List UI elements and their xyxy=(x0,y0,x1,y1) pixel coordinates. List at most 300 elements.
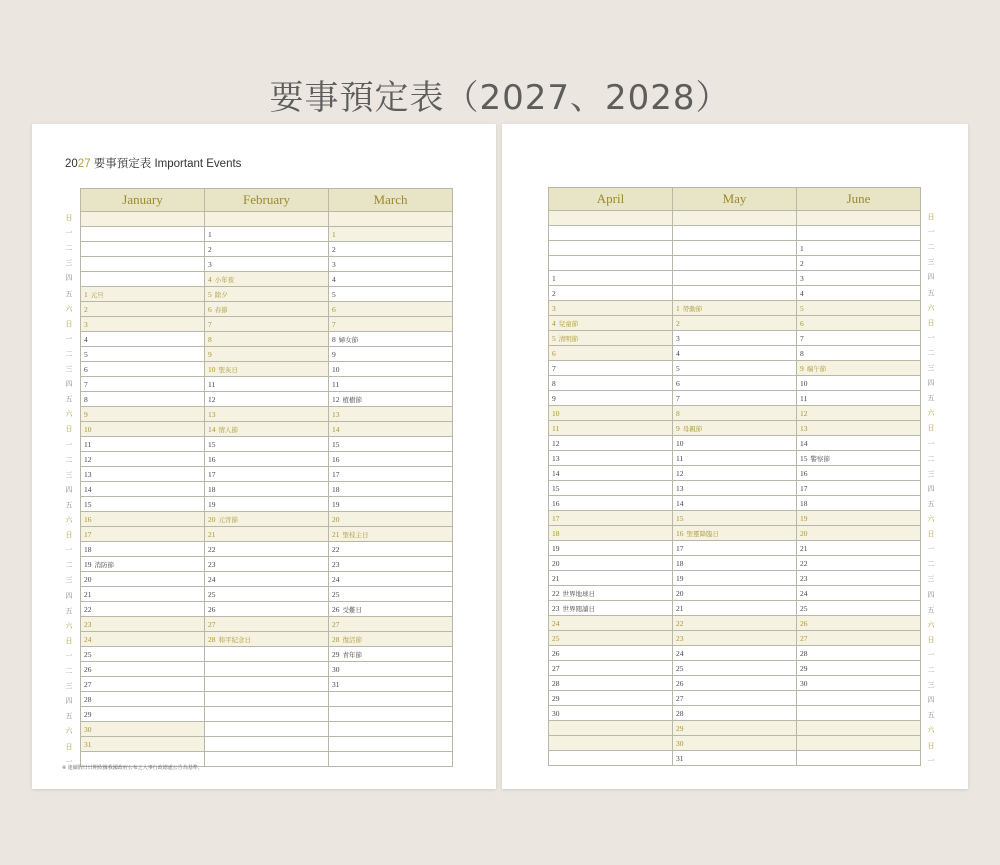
day-cell[interactable] xyxy=(205,587,329,602)
day-cell[interactable] xyxy=(549,676,673,691)
weekday-label: 日 xyxy=(65,636,73,645)
day-cell[interactable] xyxy=(205,347,329,362)
day-cell[interactable] xyxy=(673,256,797,271)
event-label: 清明節 xyxy=(558,334,579,343)
day-cell[interactable] xyxy=(205,452,329,467)
day-cell[interactable] xyxy=(329,692,453,707)
day-cell[interactable] xyxy=(549,646,673,661)
weekday-label: 二 xyxy=(927,454,935,463)
weekday-label: 五 xyxy=(927,605,935,614)
day-cell[interactable] xyxy=(329,752,453,767)
day-cell[interactable] xyxy=(329,617,453,632)
day-number: 5 xyxy=(84,349,88,359)
day-cell[interactable] xyxy=(205,362,329,377)
day-cell[interactable] xyxy=(797,571,921,586)
day-number: 26 xyxy=(84,664,92,674)
weekday-label: 五 xyxy=(65,395,73,404)
day-cell[interactable] xyxy=(329,227,453,242)
day-number: 21 xyxy=(84,589,92,599)
day-cell[interactable] xyxy=(673,271,797,286)
day-cell[interactable] xyxy=(549,241,673,256)
day-cell[interactable] xyxy=(81,332,205,347)
day-cell[interactable] xyxy=(205,542,329,557)
day-cell[interactable] xyxy=(549,691,673,706)
day-cell[interactable] xyxy=(673,451,797,466)
day-number: 10 xyxy=(676,438,684,448)
day-cell[interactable] xyxy=(205,647,329,662)
calendar-row xyxy=(81,482,453,497)
day-cell[interactable] xyxy=(673,706,797,721)
day-cell[interactable] xyxy=(797,301,921,316)
day-cell[interactable] xyxy=(329,347,453,362)
day-number: 8 xyxy=(84,394,88,404)
day-cell[interactable] xyxy=(329,497,453,512)
day-cell[interactable] xyxy=(797,271,921,286)
day-cell[interactable] xyxy=(797,541,921,556)
day-cell[interactable] xyxy=(329,632,453,647)
day-cell[interactable] xyxy=(81,557,205,572)
weekday-label: 日 xyxy=(927,741,935,750)
day-cell[interactable] xyxy=(81,392,205,407)
day-number: 31 xyxy=(676,753,684,763)
day-cell[interactable] xyxy=(329,452,453,467)
calendar-row xyxy=(549,556,921,571)
day-cell[interactable] xyxy=(673,361,797,376)
day-cell[interactable] xyxy=(673,616,797,631)
day-cell[interactable] xyxy=(329,482,453,497)
day-cell[interactable] xyxy=(673,211,797,226)
day-number: 23 xyxy=(800,573,808,583)
day-cell[interactable] xyxy=(673,721,797,736)
day-number: 28 xyxy=(676,708,684,718)
calendar-row xyxy=(81,572,453,587)
day-cell[interactable] xyxy=(673,526,797,541)
calendar-row xyxy=(549,316,921,331)
day-cell[interactable] xyxy=(329,392,453,407)
day-cell[interactable] xyxy=(329,422,453,437)
day-number: 18 xyxy=(332,484,340,494)
day-cell[interactable] xyxy=(81,632,205,647)
day-number: 19 xyxy=(84,559,92,569)
calendar-row xyxy=(81,422,453,437)
calendar-row xyxy=(81,542,453,557)
day-number: 12 xyxy=(676,468,684,478)
day-cell[interactable] xyxy=(549,376,673,391)
day-cell[interactable] xyxy=(673,436,797,451)
event-label: 世界地球日 xyxy=(562,589,595,598)
day-cell[interactable] xyxy=(549,271,673,286)
day-cell[interactable] xyxy=(329,287,453,302)
weekday-label: 日 xyxy=(927,424,935,433)
day-cell[interactable] xyxy=(205,662,329,677)
day-number: 1 xyxy=(676,303,680,313)
day-cell[interactable] xyxy=(797,421,921,436)
day-number: 23 xyxy=(208,559,216,569)
day-cell[interactable] xyxy=(329,527,453,542)
day-cell[interactable] xyxy=(673,541,797,556)
day-cell[interactable] xyxy=(673,751,797,766)
day-number: 6 xyxy=(552,348,556,358)
day-cell[interactable] xyxy=(81,227,205,242)
weekday-label: 日 xyxy=(927,530,935,539)
day-cell[interactable] xyxy=(205,632,329,647)
day-cell[interactable] xyxy=(549,751,673,766)
weekday-label: 六 xyxy=(927,620,935,629)
day-cell[interactable] xyxy=(797,751,921,766)
day-cell[interactable] xyxy=(549,721,673,736)
calendar-row xyxy=(549,586,921,601)
day-cell[interactable] xyxy=(549,706,673,721)
day-number: 24 xyxy=(676,648,684,658)
day-cell[interactable] xyxy=(673,376,797,391)
day-cell[interactable] xyxy=(549,586,673,601)
day-cell[interactable] xyxy=(797,256,921,271)
day-cell[interactable] xyxy=(549,361,673,376)
day-cell[interactable] xyxy=(81,482,205,497)
day-cell[interactable] xyxy=(329,647,453,662)
day-cell[interactable] xyxy=(205,212,329,227)
day-cell[interactable] xyxy=(549,511,673,526)
day-cell[interactable] xyxy=(797,616,921,631)
day-number: 9 xyxy=(800,363,804,373)
day-cell[interactable] xyxy=(549,211,673,226)
calendar-row xyxy=(81,242,453,257)
day-cell[interactable] xyxy=(81,407,205,422)
day-cell[interactable] xyxy=(205,467,329,482)
calendar-row xyxy=(81,647,453,662)
day-cell[interactable] xyxy=(205,557,329,572)
day-cell[interactable] xyxy=(549,496,673,511)
day-cell[interactable] xyxy=(205,377,329,392)
day-cell[interactable] xyxy=(673,301,797,316)
day-cell[interactable] xyxy=(205,737,329,752)
day-cell[interactable] xyxy=(81,572,205,587)
day-cell[interactable] xyxy=(673,481,797,496)
calendar-row xyxy=(549,226,921,241)
day-cell[interactable] xyxy=(329,362,453,377)
day-cell[interactable] xyxy=(797,511,921,526)
day-cell[interactable] xyxy=(797,646,921,661)
day-cell[interactable] xyxy=(81,257,205,272)
day-cell[interactable] xyxy=(673,391,797,406)
day-cell[interactable] xyxy=(329,512,453,527)
day-cell[interactable] xyxy=(797,286,921,301)
weekday-label: 一 xyxy=(927,545,935,554)
day-cell[interactable] xyxy=(329,602,453,617)
day-cell[interactable] xyxy=(329,212,453,227)
day-cell[interactable] xyxy=(329,587,453,602)
day-cell[interactable] xyxy=(81,677,205,692)
day-cell[interactable] xyxy=(329,257,453,272)
weekday-label: 五 xyxy=(927,711,935,720)
day-cell[interactable] xyxy=(81,602,205,617)
calendar-row xyxy=(81,662,453,677)
day-cell[interactable] xyxy=(549,421,673,436)
day-number: 20 xyxy=(552,558,560,568)
day-cell[interactable] xyxy=(81,377,205,392)
day-cell[interactable] xyxy=(673,646,797,661)
day-cell[interactable] xyxy=(329,557,453,572)
day-cell[interactable] xyxy=(673,556,797,571)
calendar-row xyxy=(81,587,453,602)
day-cell[interactable] xyxy=(797,691,921,706)
day-cell[interactable] xyxy=(673,421,797,436)
day-cell[interactable] xyxy=(797,211,921,226)
day-cell[interactable] xyxy=(549,406,673,421)
day-cell[interactable] xyxy=(673,316,797,331)
day-cell[interactable] xyxy=(81,692,205,707)
day-cell[interactable] xyxy=(549,346,673,361)
event-label: 復活節 xyxy=(342,635,362,644)
day-cell[interactable] xyxy=(673,661,797,676)
day-cell[interactable] xyxy=(673,286,797,301)
day-cell[interactable] xyxy=(205,722,329,737)
day-cell[interactable] xyxy=(205,437,329,452)
day-cell[interactable] xyxy=(673,631,797,646)
day-cell[interactable] xyxy=(81,587,205,602)
calendar-row xyxy=(549,571,921,586)
day-cell[interactable] xyxy=(549,541,673,556)
weekday-label: 五 xyxy=(927,394,935,403)
day-cell[interactable] xyxy=(205,332,329,347)
day-cell[interactable] xyxy=(797,316,921,331)
calendar-row xyxy=(549,541,921,556)
event-label: 春節 xyxy=(214,305,228,314)
day-cell[interactable] xyxy=(81,542,205,557)
day-cell[interactable] xyxy=(329,662,453,677)
day-cell[interactable] xyxy=(81,512,205,527)
day-cell[interactable] xyxy=(797,631,921,646)
day-number: 23 xyxy=(332,559,340,569)
day-cell[interactable] xyxy=(205,257,329,272)
day-number: 16 xyxy=(332,454,340,464)
calendar-row xyxy=(549,466,921,481)
day-cell[interactable] xyxy=(205,527,329,542)
day-cell[interactable] xyxy=(673,496,797,511)
day-cell[interactable] xyxy=(797,436,921,451)
day-cell[interactable] xyxy=(81,722,205,737)
day-cell[interactable] xyxy=(673,691,797,706)
day-cell[interactable] xyxy=(329,242,453,257)
weekday-label: 日 xyxy=(65,742,73,751)
day-number: 27 xyxy=(800,633,808,643)
day-cell[interactable] xyxy=(81,317,205,332)
day-cell[interactable] xyxy=(673,241,797,256)
day-cell[interactable] xyxy=(81,647,205,662)
day-cell[interactable] xyxy=(797,481,921,496)
day-cell[interactable] xyxy=(81,707,205,722)
day-cell[interactable] xyxy=(797,466,921,481)
day-cell[interactable] xyxy=(329,572,453,587)
day-number: 16 xyxy=(552,498,560,508)
day-cell[interactable] xyxy=(797,496,921,511)
day-number: 26 xyxy=(332,604,340,614)
day-number: 2 xyxy=(208,244,212,254)
day-cell[interactable] xyxy=(673,511,797,526)
day-cell[interactable] xyxy=(797,406,921,421)
day-number: 3 xyxy=(208,259,212,269)
day-cell[interactable] xyxy=(797,376,921,391)
day-number: 14 xyxy=(332,424,340,434)
day-cell[interactable] xyxy=(797,706,921,721)
day-cell[interactable] xyxy=(205,242,329,257)
day-cell[interactable] xyxy=(205,512,329,527)
day-cell[interactable] xyxy=(549,661,673,676)
day-cell[interactable] xyxy=(549,286,673,301)
day-cell[interactable] xyxy=(797,601,921,616)
day-cell[interactable] xyxy=(797,586,921,601)
day-cell[interactable] xyxy=(549,571,673,586)
day-number: 9 xyxy=(552,393,556,403)
day-cell[interactable] xyxy=(205,392,329,407)
day-cell[interactable] xyxy=(673,676,797,691)
day-cell[interactable] xyxy=(81,287,205,302)
calendar-row xyxy=(81,452,453,467)
day-cell[interactable] xyxy=(549,526,673,541)
day-cell[interactable] xyxy=(329,332,453,347)
day-cell[interactable] xyxy=(797,346,921,361)
day-cell[interactable] xyxy=(205,692,329,707)
weekday-label: 一 xyxy=(927,228,935,237)
day-cell[interactable] xyxy=(797,391,921,406)
day-cell[interactable] xyxy=(205,497,329,512)
day-cell[interactable] xyxy=(329,542,453,557)
day-cell[interactable] xyxy=(205,572,329,587)
day-cell[interactable] xyxy=(329,377,453,392)
day-cell[interactable] xyxy=(329,272,453,287)
day-cell[interactable] xyxy=(329,677,453,692)
day-number: 27 xyxy=(332,619,340,629)
day-cell[interactable] xyxy=(81,497,205,512)
day-cell[interactable] xyxy=(81,242,205,257)
day-cell[interactable] xyxy=(549,736,673,751)
day-cell[interactable] xyxy=(549,256,673,271)
day-cell[interactable] xyxy=(797,721,921,736)
day-cell[interactable] xyxy=(81,362,205,377)
day-cell[interactable] xyxy=(673,406,797,421)
day-cell[interactable] xyxy=(205,617,329,632)
day-cell[interactable] xyxy=(673,586,797,601)
day-number: 17 xyxy=(208,469,216,479)
day-cell[interactable] xyxy=(673,226,797,241)
weekday-label: 日 xyxy=(65,214,73,222)
day-cell[interactable] xyxy=(205,602,329,617)
day-cell[interactable] xyxy=(81,452,205,467)
day-cell[interactable] xyxy=(81,437,205,452)
day-cell[interactable] xyxy=(81,617,205,632)
day-cell[interactable] xyxy=(205,482,329,497)
calendar-row xyxy=(549,511,921,526)
event-label: 受難日 xyxy=(342,605,362,614)
day-cell[interactable] xyxy=(205,677,329,692)
day-cell[interactable] xyxy=(797,676,921,691)
day-cell[interactable] xyxy=(673,571,797,586)
day-cell[interactable] xyxy=(673,331,797,346)
day-cell[interactable] xyxy=(205,407,329,422)
day-number: 13 xyxy=(676,483,684,493)
day-cell[interactable] xyxy=(329,707,453,722)
calendar-table-apr-jun xyxy=(548,187,921,766)
day-number: 24 xyxy=(552,618,560,628)
day-cell[interactable] xyxy=(205,752,329,767)
day-cell[interactable] xyxy=(797,736,921,751)
day-cell[interactable] xyxy=(549,556,673,571)
day-cell[interactable] xyxy=(329,302,453,317)
event-label: 消防節 xyxy=(94,560,114,569)
day-cell[interactable] xyxy=(797,361,921,376)
day-cell[interactable] xyxy=(549,451,673,466)
day-cell[interactable] xyxy=(797,556,921,571)
day-cell[interactable] xyxy=(549,481,673,496)
day-cell[interactable] xyxy=(81,212,205,227)
day-cell[interactable] xyxy=(205,422,329,437)
day-cell[interactable] xyxy=(81,272,205,287)
day-number: 8 xyxy=(676,408,680,418)
day-cell[interactable] xyxy=(549,331,673,346)
day-cell[interactable] xyxy=(205,272,329,287)
day-cell[interactable] xyxy=(797,226,921,241)
day-cell[interactable] xyxy=(205,317,329,332)
day-cell[interactable] xyxy=(673,601,797,616)
day-cell[interactable] xyxy=(81,527,205,542)
day-cell[interactable] xyxy=(329,737,453,752)
day-cell[interactable] xyxy=(549,226,673,241)
day-number: 21 xyxy=(552,573,560,583)
day-cell[interactable] xyxy=(549,436,673,451)
month-header-june: June xyxy=(797,188,921,211)
day-cell[interactable] xyxy=(205,707,329,722)
day-cell[interactable] xyxy=(81,347,205,362)
day-cell[interactable] xyxy=(205,302,329,317)
day-number: 2 xyxy=(332,244,336,254)
day-cell[interactable] xyxy=(329,407,453,422)
day-cell[interactable] xyxy=(797,526,921,541)
day-cell[interactable] xyxy=(329,722,453,737)
day-cell[interactable] xyxy=(797,451,921,466)
day-cell[interactable] xyxy=(549,616,673,631)
day-number: 10 xyxy=(84,424,92,434)
day-number: 17 xyxy=(552,513,560,523)
day-cell[interactable] xyxy=(797,241,921,256)
day-cell[interactable] xyxy=(673,736,797,751)
day-cell[interactable] xyxy=(81,422,205,437)
day-number: 28 xyxy=(84,694,92,704)
day-cell[interactable] xyxy=(549,301,673,316)
day-cell[interactable] xyxy=(329,317,453,332)
event-label: 元宵節 xyxy=(218,515,238,524)
weekday-label: 日 xyxy=(65,531,73,540)
day-cell[interactable] xyxy=(205,287,329,302)
day-cell[interactable] xyxy=(329,437,453,452)
day-cell[interactable] xyxy=(81,302,205,317)
day-cell[interactable] xyxy=(797,331,921,346)
day-cell[interactable] xyxy=(549,631,673,646)
day-cell[interactable] xyxy=(549,316,673,331)
day-cell[interactable] xyxy=(81,467,205,482)
day-number: 29 xyxy=(332,649,340,659)
day-cell[interactable] xyxy=(797,661,921,676)
day-cell[interactable] xyxy=(549,391,673,406)
month-header-march: March xyxy=(329,189,453,212)
day-cell[interactable] xyxy=(549,466,673,481)
day-cell[interactable] xyxy=(205,227,329,242)
day-cell[interactable] xyxy=(81,737,205,752)
day-cell[interactable] xyxy=(673,466,797,481)
day-cell[interactable] xyxy=(329,467,453,482)
day-cell[interactable] xyxy=(549,601,673,616)
day-cell[interactable] xyxy=(81,662,205,677)
day-cell[interactable] xyxy=(673,346,797,361)
